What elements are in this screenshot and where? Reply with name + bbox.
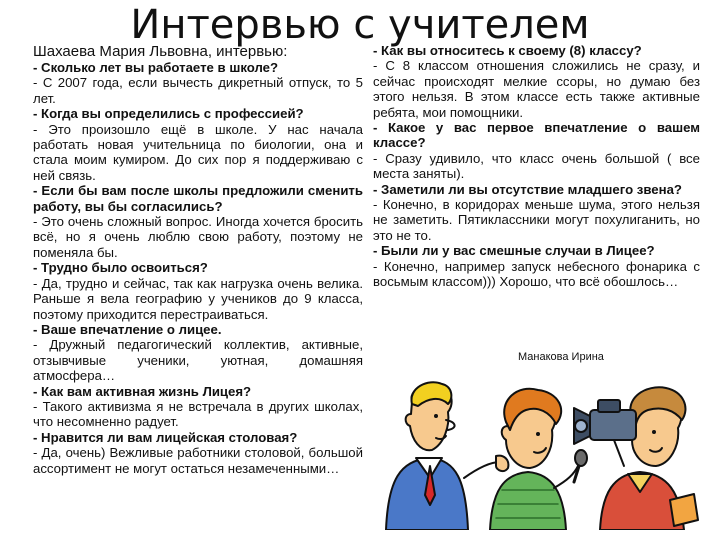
answer: - Да, трудно и сейчас, так как нагрузка очень велика. Раньше я вела географию у учеников до 9 класса, поэтому приходится перестраиваться.: [33, 275, 363, 322]
question: - Заметили ли вы отсутствие младшего звена?: [373, 181, 682, 197]
answer: - Дружный педагогический коллектив, активные, отзывчивые ученики, уютная, домашняя атмосфера…: [33, 337, 363, 384]
answer: - Да, очень) Вежливые работники столовой, большой ассортимент не могут остаться незамеченными…: [33, 445, 363, 476]
question: - Как вы относитесь к своему (8) классу?: [373, 43, 642, 58]
question: - Ваше впечатление о лицее.: [33, 321, 222, 337]
answer: - Это очень сложный вопрос. Иногда хочется бросить всё, но я очень люблю свою работу, поэтому не поменяла бы.: [33, 214, 363, 260]
question: - Нравится ли вам лицейская столовая?: [33, 429, 298, 445]
answer: - С 2007 года, если вычесть дикретный отпуск, то 5 лет.: [33, 75, 363, 106]
question: - Сколько лет вы работаете в школе?: [33, 60, 279, 75]
question: - Как вам активная жизнь Лицея?: [33, 383, 252, 399]
interview-cartoon-icon: [378, 370, 700, 530]
author-name: Манакова Ирина: [518, 351, 604, 363]
interview-intro: Шахаева Мария Львовна, интервью:: [33, 43, 288, 60]
answer: - Конечно, например запуск небесного фонарика с восьмым классом))) Хорошо, что всё обошлось…: [373, 258, 700, 290]
page-title: Интервью с учителем: [130, 2, 590, 48]
answer: - С 8 классом отношения сложились не сразу, и сейчас происходят мелкие ссоры, но думаю без этого нельзя. В этом классе есть также активные ребята, мои помощники.: [373, 58, 700, 120]
question: - Если бы вам после школы предложили сменить работу, вы бы согласились?: [33, 183, 363, 214]
question: - Какое у вас первое впечатление о вашем классе?: [373, 120, 700, 151]
question: - Трудно было освоиться?: [33, 260, 208, 276]
answer: - Это произошло ещё в школе. У нас начала работать новая учительница по биологии, она и стала моим кумиром. До сих пор я поддерживаю с ней связь.: [33, 121, 363, 183]
interview-right-column: [373, 43, 700, 290]
interview-left-column: [33, 43, 363, 476]
answer: - Такого активизма я не встречала в других школах, что несомненно радует.: [33, 398, 363, 430]
question: - Когда вы определились с профессией?: [33, 106, 304, 122]
answer: - Сразу удивило, что класс очень большой ( все места заняты).: [373, 150, 700, 182]
question: - Были ли у вас смешные случаи в Лицее?: [373, 243, 655, 259]
answer: - Конечно, в коридорах меньше шума, этого нельзя не заметить. Пятиклассники могут похулиганить, но это не то.: [373, 197, 700, 243]
